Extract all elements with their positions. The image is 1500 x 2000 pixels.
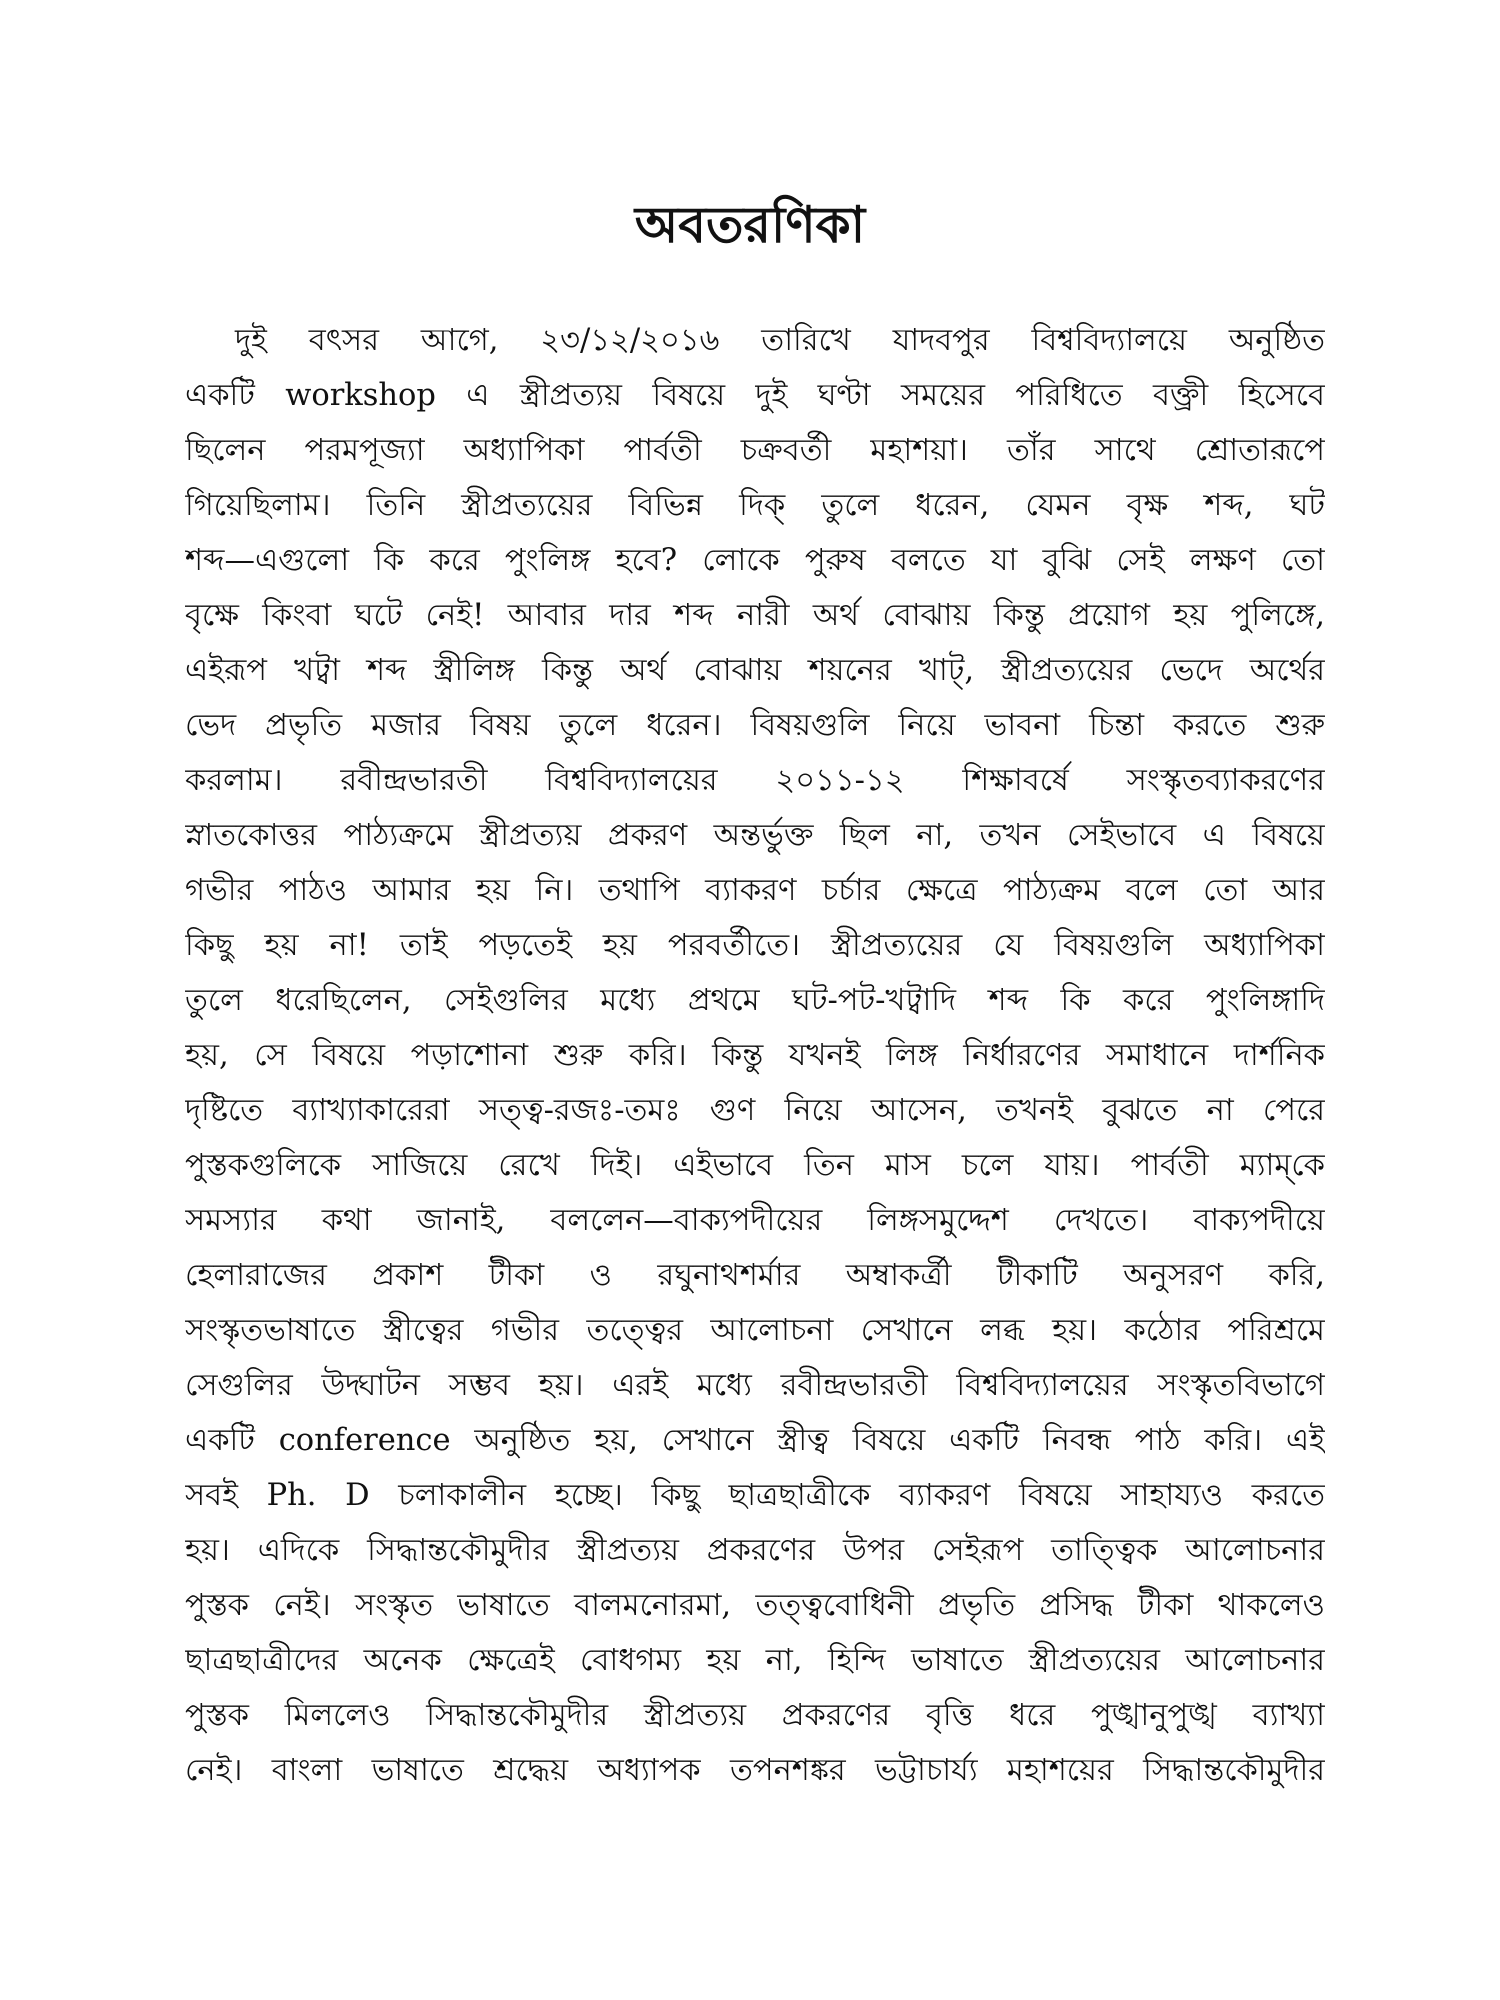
text-line: একটি conference অনুষ্ঠিত হয়, সেখানে স্ত্রীত্ব বিষয়ে একটি নিবন্ধ পাঠ করি। এই <box>185 1423 1325 1458</box>
text-line: দুই বৎসর আগে, ২৩/১২/২০১৬ তারিখে যাদবপুর বিশ্ববিদ্যালয়ে অনুষ্ঠিত <box>235 323 1325 358</box>
text-line: ছিলেন পরমপূজ্যা অধ্যাপিকা পার্বতী চক্রবর্তী মহাশয়া। তাঁর সাথে শ্রোতারূপে <box>185 433 1325 468</box>
text-line: সমস্যার কথা জানাই, বললেন—বাক্যপদীয়ের লিঙ্গসমুদ্দেশ দেখতে। বাক্যপদীয়ে <box>185 1203 1325 1238</box>
text-line: সবই Ph. D চলাকালীন হচ্ছে। কিছু ছাত্রছাত্রীকে ব্যাকরণ বিষয়ে সাহায্যও করতে <box>185 1478 1325 1513</box>
text-line: হেলারাজের প্রকাশ টীকা ও রঘুনাথশর্মার অম্বাকর্ত্রী টীকাটি অনুসরণ করি, <box>185 1258 1325 1293</box>
text-line: শব্দ—এগুলো কি করে পুংলিঙ্গ হবে? লোকে পুরুষ বলতে যা বুঝি সেই লক্ষণ তো <box>185 543 1325 578</box>
text-line: হয়। এদিকে সিদ্ধান্তকৌমুদীর স্ত্রীপ্রত্যয় প্রকরণের উপর সেইরূপ তাত্ত্বিক আলোচনার <box>185 1533 1325 1568</box>
page-title: অবতরণিকা <box>634 195 866 254</box>
body-paragraph <box>185 313 1325 1798</box>
text-line: নেই। বাংলা ভাষাতে শ্রদ্ধেয় অধ্যাপক তপনশঙ্কর ভট্টাচার্য্য মহাশয়ের সিদ্ধান্তকৌমুদীর <box>185 1753 1325 1788</box>
text-line: গভীর পাঠও আমার হয় নি। তথাপি ব্যাকরণ চর্চার ক্ষেত্রে পাঠ্যক্রম বলে তো আর <box>185 873 1325 908</box>
text-line: করলাম। রবীন্দ্রভারতী বিশ্ববিদ্যালয়ের ২০১১-১২ শিক্ষাবর্ষে সংস্কৃতব্যাকরণের <box>185 763 1325 798</box>
text-line: পুস্তকগুলিকে সাজিয়ে রেখে দিই। এইভাবে তিন মাস চলে যায়। পার্বতী ম্যাম্‌কে <box>185 1148 1325 1183</box>
text-line: পুস্তক নেই। সংস্কৃত ভাষাতে বালমনোরমা, তত্ত্ববোধিনী প্রভৃতি প্রসিদ্ধ টীকা থাকলেও <box>185 1588 1325 1623</box>
text-line: সেগুলির উদ্ঘাটন সম্ভব হয়। এরই মধ্যে রবীন্দ্রভারতী বিশ্ববিদ্যালয়ের সংস্কৃতবিভাগে <box>185 1368 1325 1403</box>
text-line: দৃষ্টিতে ব্যাখ্যাকারেরা সত্ত্ব-রজঃ-তমঃ গুণ নিয়ে আসেন, তখনই বুঝতে না পেরে <box>185 1093 1325 1128</box>
text-line: সংস্কৃতভাষাতে স্ত্রীত্বের গভীর তত্ত্বের আলোচনা সেখানে লব্ধ হয়। কঠোর পরিশ্রমে <box>185 1313 1325 1348</box>
text-line: কিছু হয় না! তাই পড়তেই হয় পরবর্তীতে। স্ত্রীপ্রত্যয়ের যে বিষয়গুলি অধ্যাপিকা <box>185 928 1325 963</box>
text-line: পুস্তক মিললেও সিদ্ধান্তকৌমুদীর স্ত্রীপ্রত্যয় প্রকরণের বৃত্তি ধরে পুঙ্খানুপুঙ্খ ব্যাখ্যা <box>185 1698 1325 1733</box>
text-line: ভেদ প্রভৃতি মজার বিষয় তুলে ধরেন। বিষয়গুলি নিয়ে ভাবনা চিন্তা করতে শুরু <box>185 708 1325 743</box>
text-line: গিয়েছিলাম। তিনি স্ত্রীপ্রত্যয়ের বিভিন্ন দিক্ তুলে ধরেন, যেমন বৃক্ষ শব্দ, ঘট <box>185 488 1325 523</box>
text-line: হয়, সে বিষয়ে পড়াশোনা শুরু করি। কিন্তু যখনই লিঙ্গ নির্ধারণের সমাধানে দার্শনিক <box>185 1038 1325 1073</box>
text-line: তুলে ধরেছিলেন, সেইগুলির মধ্যে প্রথমে ঘট-পট-খট্বাদি শব্দ কি করে পুংলিঙ্গাদি <box>185 983 1325 1018</box>
text-line: এইরূপ খট্বা শব্দ স্ত্রীলিঙ্গ কিন্তু অর্থ বোঝায় শয়নের খাট্, স্ত্রীপ্রত্যয়ের ভেদে অর্থের <box>185 653 1325 688</box>
text-line: বৃক্ষে কিংবা ঘটে নেই! আবার দার শব্দ নারী অর্থ বোঝায় কিন্তু প্রয়োগ হয় পুলিঙ্গে, <box>185 598 1325 633</box>
text-line: ছাত্রছাত্রীদের অনেক ক্ষেত্রেই বোধগম্য হয় না, হিন্দি ভাষাতে স্ত্রীপ্রত্যয়ের আলোচনার <box>185 1643 1325 1678</box>
text-line: স্নাতকোত্তর পাঠ্যক্রমে স্ত্রীপ্রত্যয় প্রকরণ অন্তর্ভুক্ত ছিল না, তখন সেইভাবে এ বিষয়ে <box>185 818 1325 853</box>
text-line: একটি workshop এ স্ত্রীপ্রত্যয় বিষয়ে দুই ঘণ্টা সময়ের পরিধিতে বক্ত্রী হিসেবে <box>185 378 1325 413</box>
